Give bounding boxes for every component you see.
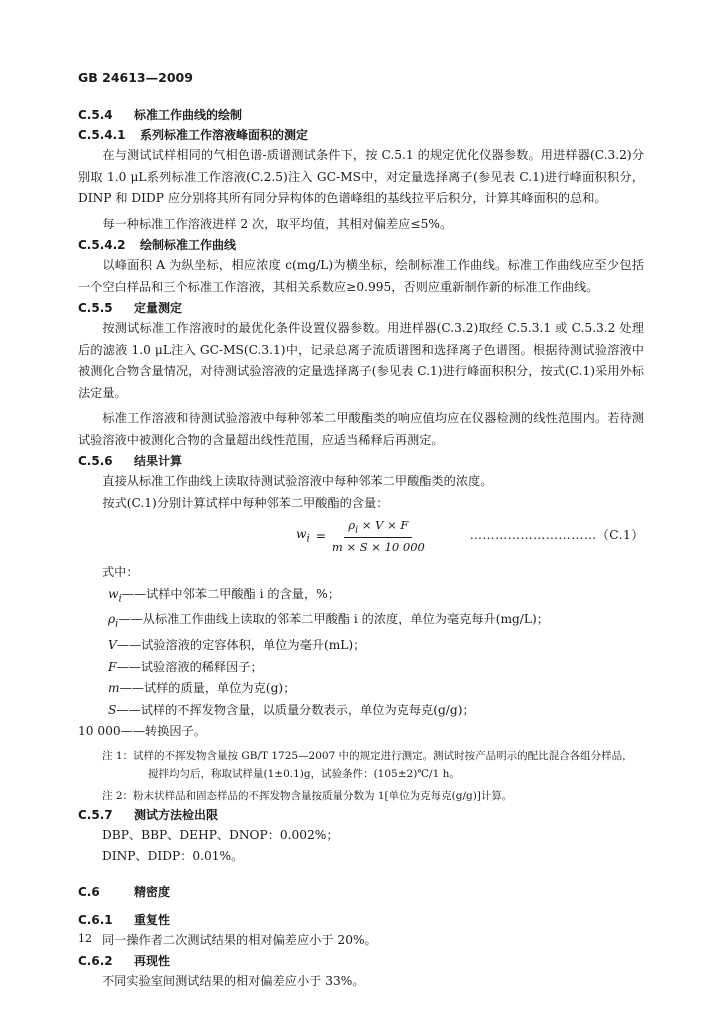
paragraph-formula-intro: 按式(C.1)分别计算试样中每种邻苯二甲酸酯的含量： bbox=[102, 495, 389, 510]
section-c61-heading bbox=[78, 910, 644, 930]
paragraph-repeatability: 同一操作者二次测试结果的相对偏差应小于 20%。 bbox=[102, 932, 377, 947]
section-number: C.5.4.2 bbox=[78, 238, 126, 252]
standard-code-header: GB 24613—2009 bbox=[78, 70, 193, 85]
section-number: C.5.5 bbox=[78, 301, 113, 315]
section-c57-heading bbox=[78, 805, 644, 825]
formula-equals: = bbox=[315, 529, 326, 544]
paragraph-quantitation: 按测试标准工作溶液时的最优化条件设置仪器参数。用进样器(C.3.2)取经 C.5.3.1 或 C.5.3.2 处理后的滤液 1.0 μL注入 GC-MS(C.3.1)中，记录总离子流质谱图和选择离子色谱图。根据待测试验溶液中被测化合物含量情况，对待测试验溶液的定量选择离子(参见表 C.1)进行峰面积积分，按式(C.1)采用外标法定量。 bbox=[78, 321, 644, 400]
detection-limit-1: DBP、BBP、DEHP、DNOP：0.002%； bbox=[102, 827, 339, 842]
section-number: C.6.1 bbox=[78, 912, 113, 927]
definition-item: $w_i——$试样中邻苯二甲酸酯 i 的含量，%； bbox=[108, 586, 340, 604]
notes-block bbox=[78, 747, 644, 805]
paragraph-injection-repeat: 每一种标准工作溶液进样 2 次，取平均值，其相对偏差应≤5%。 bbox=[102, 216, 453, 231]
where-label: 式中： bbox=[102, 565, 139, 579]
section-c541-heading bbox=[78, 125, 644, 145]
paragraph-peak-area: 在与测试试样相同的气相色谱-质谱测试条件下，按 C.5.1 的规定优化仪器参数。用进样器(C.3.2)分别取 1.0 μL系列标准工作溶液(C.2.5)注入 GC-MS中，对定量选择离子(参见表 C.1)进行峰面积积分，DINP 和 DIDP 应分别将其所有同分异构体的色谱峰组的基线拉平后积分，计算其峰面积的总和。 bbox=[78, 148, 644, 205]
section-title: 绘制标准工作曲线 bbox=[140, 238, 237, 252]
section-c54-heading bbox=[78, 105, 644, 125]
section-title: 测试方法检出限 bbox=[134, 807, 219, 822]
formula-number: …………………………（C.1） bbox=[469, 528, 644, 542]
paragraph-reproducibility: 不同实验室间测试结果的相对偏差应小于 33%。 bbox=[102, 974, 365, 989]
paragraph-linear-range: 标准工作溶液和待测试验溶液中每种邻苯二甲酸酯类的响应值均应在仪器检测的线性范围内。若待测试验溶液中被测化合物的含量超出线性范围，应适当稀释后再测定。 bbox=[78, 411, 644, 447]
formula-numerator: $\rho_i \times V \times F$ bbox=[344, 518, 412, 538]
formula-fraction bbox=[332, 518, 425, 554]
section-number: C.5.4.1 bbox=[78, 128, 126, 142]
section-c56-heading bbox=[78, 451, 644, 471]
section-title: 定量测定 bbox=[134, 301, 183, 315]
formula-lhs: $w_i$ bbox=[296, 527, 310, 545]
formula-denominator: m × S × 10 000 bbox=[331, 540, 425, 555]
section-number: C.6 bbox=[78, 884, 100, 899]
definition-item: V——试验溶液的定容体积，单位为毫升(mL)； bbox=[108, 638, 366, 653]
note-1-continuation: 搅拌均匀后，称取试样量(1±0.1)g，试验条件：(105±2)℃/1 h。 bbox=[148, 767, 460, 780]
note-1: 注 1：试样的不挥发物含量按 GB/T 1725—2007 中的规定进行测定。测试时按产品明示的配比混合各组分样品， bbox=[102, 749, 633, 762]
section-number: C.5.7 bbox=[78, 807, 113, 822]
note-2: 注 2：粉末状样品和固态样品的不挥发物含量按质量分数为 1[单位为克每克(g/g)]计算。 bbox=[102, 789, 513, 802]
section-title: 再现性 bbox=[134, 954, 171, 969]
section-c55-heading bbox=[78, 298, 644, 318]
formula-expression bbox=[296, 518, 425, 554]
section-c6-heading bbox=[78, 882, 644, 902]
paragraph-calibration-curve: 以峰面积 A 为纵坐标，相应浓度 c(mg/L)为横坐标，绘制标准工作曲线。标准工作曲线应至少包括一个空白样品和三个标准工作溶液，其相关系数应≥0.995，否则应重新制作新的标准工作曲线。 bbox=[78, 258, 644, 294]
definition-item: 10 000——转换因子。 bbox=[78, 724, 206, 739]
document-body bbox=[78, 105, 644, 993]
definition-item: $\rho_i——$从标准工作曲线上读取的邻苯二甲酸酯 i 的浓度，单位为毫克每升(mg/L)； bbox=[108, 612, 549, 630]
section-c62-heading bbox=[78, 951, 644, 971]
detection-limit-2: DINP、DIDP：0.01%。 bbox=[102, 849, 244, 864]
formula-c1 bbox=[78, 516, 644, 558]
section-c542-heading bbox=[78, 235, 644, 255]
section-title: 精密度 bbox=[134, 884, 171, 899]
page-number: 12 bbox=[78, 932, 92, 945]
definition-item: S——试样的不挥发物含量，以质量分数表示，单位为克每克(g/g)； bbox=[108, 702, 475, 717]
paragraph-read-concentration: 直接从标准工作曲线上读取待测试验溶液中每种邻苯二甲酸酯类的浓度。 bbox=[102, 474, 493, 488]
section-title: 标准工作曲线的绘制 bbox=[134, 108, 243, 122]
definition-item: m——试样的质量，单位为克(g)； bbox=[108, 681, 296, 696]
section-number: C.6.2 bbox=[78, 954, 113, 969]
section-number: C.5.4 bbox=[78, 108, 113, 122]
section-title: 系列标准工作溶液峰面积的测定 bbox=[140, 128, 309, 142]
section-title: 结果计算 bbox=[134, 454, 183, 468]
section-title: 重复性 bbox=[134, 912, 171, 927]
definition-item: F——试验溶液的稀释因子； bbox=[108, 659, 263, 674]
section-number: C.5.6 bbox=[78, 454, 113, 468]
